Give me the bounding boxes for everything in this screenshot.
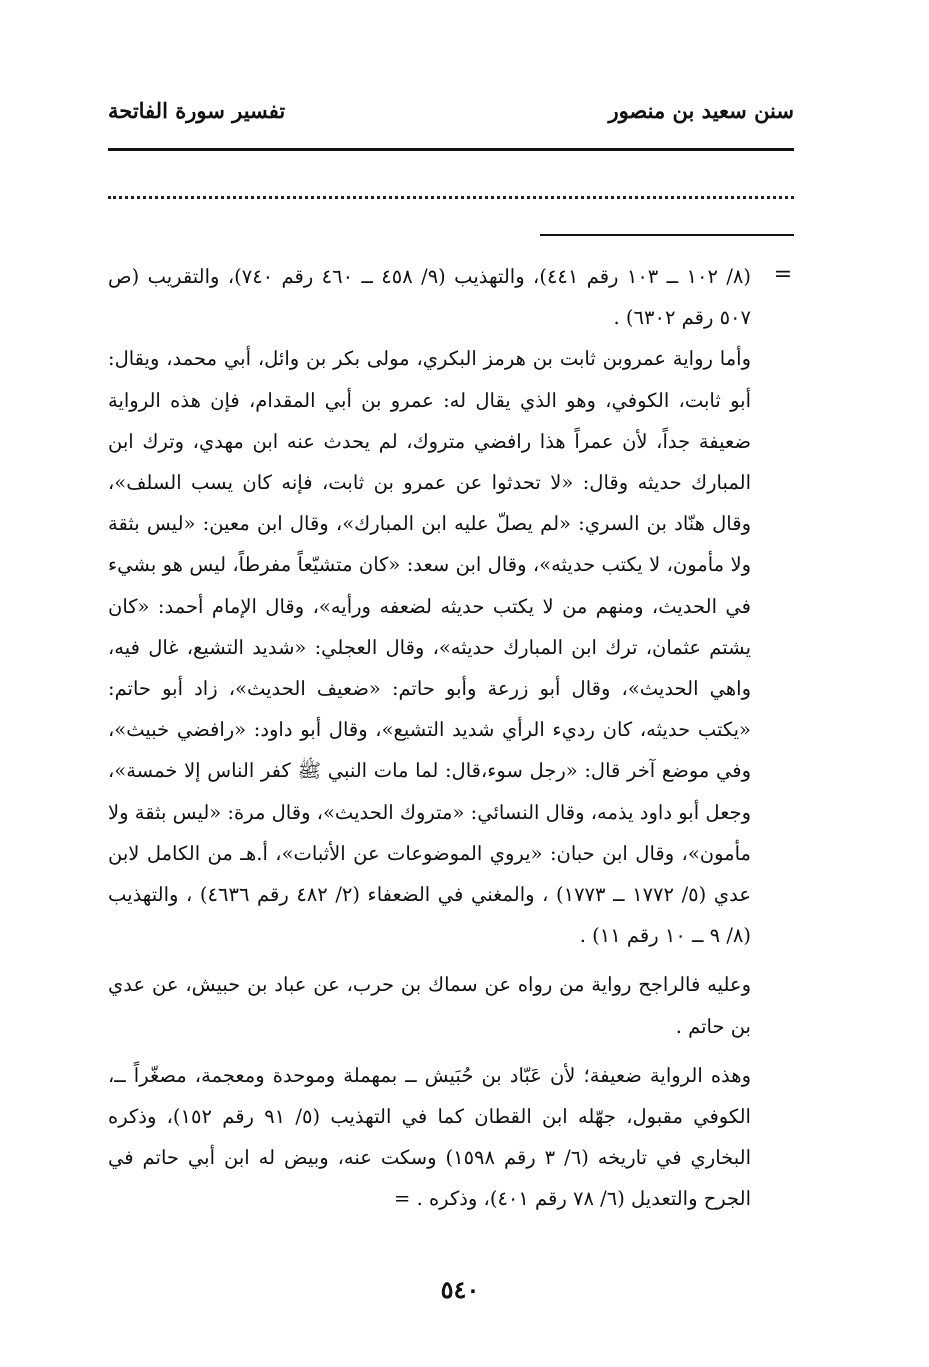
footnote-paragraph-2: وأما رواية عمروبن ثابت بن هرمز البكري، مولى بكر بن وائل، أبي محمد، ويقال: أبو ثابت، الكوفي، وهو الذي يقال له: عمرو بن أبي المقدام، فإن هذه الرواية ضعيفة جداً، لأن عمراً هذا رافضي متروك، لم يحدث عنه ابن مهدي، وترك ابن المبارك حديثه وقال: «لا تحدثوا عن عمرو بن ثابت، فإنه كان يسب السلف»، وقال هنّاد بن السري: «لم يصلّ عليه ابن المبارك»، وقال ابن معين: «ليس بثقة ولا مأمون، لا يكتب حديثه»، وقال ابن سعد: «كان متشيّعاً مفرطاً، ليس هو بشيء في الحديث، ومنهم من لا يكتب حديثه لضعفه ورأيه»، وقال الإمام أحمد: «كان يشتم عثمان، ترك ابن المبارك حديثه»، وقال العجلي: «شديد التشيع، غال فيه، واهي الحديث»، وقال أبو زرعة وأبو حاتم: «ضعيف الحديث»، زاد أبو حاتم: «يكتب حديثه، كان رديء الرأي شديد التشيع»، وقال أبو داود: «رافضي خبيث»، وفي موضع آخر قال: «رجل سوء،قال: لما مات النبي ﷺ كفر الناس إلا خمسة»، وجعل أبو داود يذمه، وقال النسائي: «متروك الحديث»، وقال مرة: «ليس بثقة ولا مأمون»، وقال ابن حبان: «يروي الموضوعات عن الأثبات»، أ.هـ من الكامل لابن عدي (٥/ ١٧٧٢ ــ ١٧٧٣) ، والمغني في الضعفاء (٢/ ٤٨٢ رقم ٤٦٣٦) ، والتهذيب (٨/ ٩ ــ ١٠ رقم ١١) . [108,347,751,948]
header-rule [108,148,794,151]
continuation-mark: = [773,262,793,287]
book-title: سنن سعيد بن منصور [608,98,794,123]
footnote-paragraph-1: (٨/ ١٠٢ ــ ١٠٣ رقم ٤٤١)، والتهذيب (٩/ ٤٥٨ ــ ٤٦٠ رقم ٧٤٠)، والتقريب (ص ٥٠٧ رقم ٦٣٠٢) . [108,265,751,330]
footnote-rule [540,234,794,236]
footnote-paragraph-3: وعليه فالراجح رواية من رواه عن سماك بن حرب، عن عباد بن حبيش، عن عدي بن حاتم . [108,973,751,1038]
footnote-paragraph-4: وهذه الرواية ضعيفة؛ لأن عَبّاد بن حُبَيش ــ بمهملة وموحدة ومعجمة، مصغّراً ــ، الكوفي مقبول، جهّله ابن القطان كما في التهذيب (٥/ ٩١ رقم ١٥٢)، وذكره البخاري في تاريخه (٦/ ٣ رقم ١٥٩٨) وسكت عنه، وبيض له ابن أبي حاتم في الجرح والتعديل (٦/ ٧٨ رقم ٤٠١)، وذكره . = [108,1063,751,1211]
section-title: تفسير سورة الفاتحة [108,98,286,123]
dotted-separator [108,196,794,199]
footnote-text [108,256,751,1220]
running-head [108,98,794,138]
page-number: ٥٤٠ [440,1275,480,1304]
